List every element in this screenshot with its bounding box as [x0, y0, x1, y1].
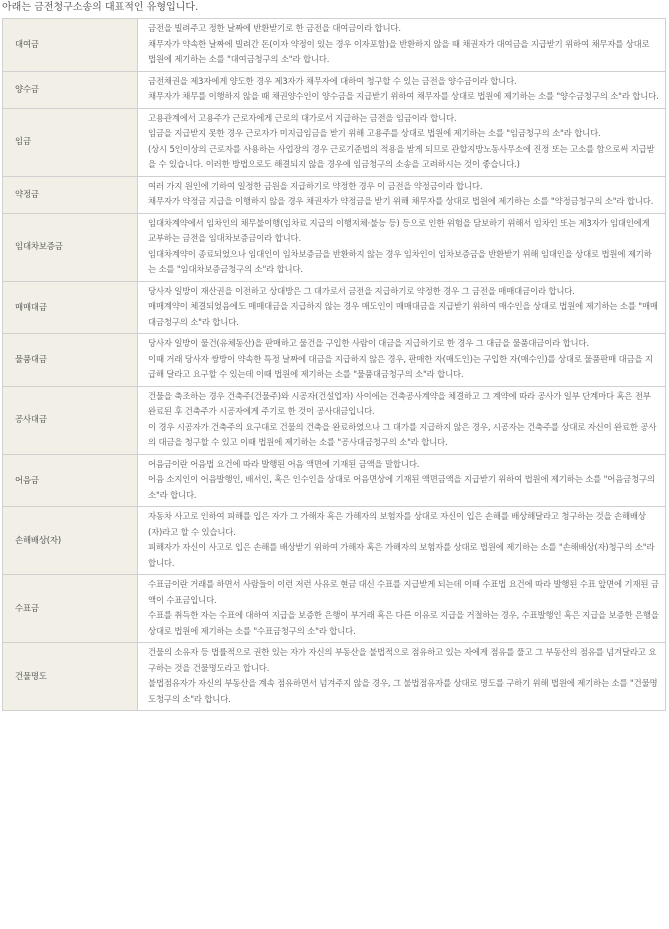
claim-types-table — [2, 18, 666, 711]
table-row — [3, 281, 666, 334]
claim-type-description — [138, 575, 666, 643]
description-paragraph: 임금을 지급받지 못한 경우 근로자가 미지급임금을 받기 위해 고용주를 상대로 법원에 제기하는 소를 "임금청구의 소"라 합니다. — [148, 128, 601, 138]
claim-type-description — [138, 71, 666, 108]
claim-type-description — [138, 334, 666, 387]
table-row — [3, 19, 666, 72]
claim-type-description — [138, 281, 666, 334]
description-paragraph: 임대차계약이 종료되었으나 임대인이 임차보증금을 반환하지 않는 경우 임차인이 임차보증금을 반환받기 위해 임대인을 상대로 법원에 제기하는 소를 "임대차보증금청구의 소"라 합니다. — [148, 248, 652, 274]
table-row — [3, 108, 666, 176]
table-row — [3, 386, 666, 454]
claim-type-label: 임금 — [3, 108, 138, 176]
intro-text: 아래는 금전청구소송의 대표적인 유형입니다. — [2, 2, 199, 13]
claim-type-description — [138, 108, 666, 176]
description-paragraph: 이때 거래 당사자 쌍방이 약속한 특정 날짜에 대금을 지급하지 않은 경우, 판매한 자(매도인)는 구입한 자(매수인)를 상대로 물품판매 대금을 지급해 달라고 요구할 수 있는데 이때 법원에 제기하는 소를 "물품대금청구의 소"라 합니다. — [148, 353, 653, 379]
description-paragraph: 자동차 사고로 인하여 피해를 입은 자가 그 가해자 혹은 가해자의 보험자를 상대로 자신이 입은 손해를 배상해달라고 청구하는 것을 손해배상(자)라고 할 수 있습니다. — [148, 511, 646, 537]
table-row — [3, 176, 666, 213]
table-row — [3, 575, 666, 643]
claim-type-label: 대여금 — [3, 19, 138, 72]
claim-type-label: 양수금 — [3, 71, 138, 108]
description-paragraph: 채무자가 약정금 지급을 이행하지 않을 경우 채권자가 약정금을 받기 위해 채무자를 상대로 법원에 제기하는 소를 "약정금청구의 소"라 합니다. — [148, 196, 654, 206]
description-paragraph: 불법점유자가 자신의 부동산을 계속 점유하면서 넘겨주지 않을 경우, 그 불법점유자를 상대로 명도를 구하기 위해 법원에 제기하는 소를 "건물명도청구의 소"라 합니다. — [148, 678, 658, 704]
claim-type-description — [138, 386, 666, 454]
table-row — [3, 71, 666, 108]
claim-type-description — [138, 213, 666, 281]
description-paragraph: 어음 소지인이 어음발행인, 배서인, 혹은 인수인을 상대로 어음면상에 기재된 액면금액을 지급받기 위하여 법원에 제기하는 소를 "어음금청구의 소"라 합니다. — [148, 474, 655, 500]
description-paragraph: 건물을 축조하는 경우 건축주(건물주)와 시공자(건설업자) 사이에는 건축공사계약을 체결하고 그 계약에 따라 공사가 일부 단계마다 혹은 전부 완료된 후 건축주가 시공자에게 주기로 한 것이 공사대금입니다. — [148, 390, 651, 416]
claim-type-label: 매매대금 — [3, 281, 138, 334]
table-row — [3, 507, 666, 575]
claim-type-description — [138, 19, 666, 72]
description-paragraph: 채무자가 약속한 날짜에 빌려간 돈(이자 약정이 있는 경우 이자포함)을 반환하지 않을 때 채권자가 대여금을 지급받기 위하여 채무자를 상대로 법원에 제기하는 소를 "대여금청구의 소"라 합니다. — [148, 38, 650, 64]
description-paragraph: 어음금이란 어음법 요건에 따라 발행된 어음 액면에 기재된 금액을 말합니다. — [148, 458, 420, 469]
claim-type-description — [138, 454, 666, 507]
claim-type-label: 약정금 — [3, 176, 138, 213]
description-paragraph: 건물의 소유자 등 법률적으로 권한 있는 자가 자신의 부동산을 불법적으로 점유하고 있는 자에게 점유를 풀고 그 부동산의 점유를 넘겨달라고 요구하는 것을 건물명도라고 합니다. — [148, 647, 657, 673]
claim-type-label: 임대차보증금 — [3, 213, 138, 281]
description-paragraph: 수표금이란 거래를 하면서 사람들이 이런 저런 사유로 현금 대신 수표를 지급받게 되는데 이때 수표법 요건에 따라 발행된 수표 앞면에 기재된 금액이 수표금입니다. — [148, 579, 659, 605]
claim-type-label: 손해배상(자) — [3, 507, 138, 575]
table-row — [3, 454, 666, 507]
claim-type-description — [138, 176, 666, 213]
claim-type-description — [138, 643, 666, 711]
description-paragraph: (상시 5인이상의 근로자를 사용하는 사업장의 경우 근로기준법의 적용을 받게 되므로 관할지방노동사무소에 진정 또는 고소를 함으로써 지급받을 수 있습니다. 이러한 방법으로도 해결되지 않을 경우에 임금청구의 소송을 고려하시는 것이 좋습니다.) — [148, 143, 655, 169]
description-paragraph: 당사자 일방이 물건(유체동산)을 판매하고 물건을 구입한 사람이 대금을 지급하기로 한 경우 그 대금을 물품대금이라 합니다. — [148, 338, 589, 348]
claim-type-label: 어음금 — [3, 454, 138, 507]
claim-types-body — [3, 19, 666, 711]
description-paragraph: 이 경우 시공자가 건축주의 요구대로 건물의 건축을 완료하였으나 그 대가를 지급하지 않은 경우, 시공자는 건축주를 상대로 자신이 완료한 공사의 대금을 청구할 수 있고 이때 법원에 제기하는 소를 "공사대금청구의 소"라 합니다. — [148, 421, 657, 447]
claim-type-label: 수표금 — [3, 575, 138, 643]
claim-type-label: 공사대금 — [3, 386, 138, 454]
description-paragraph: 당사자 일방이 재산권을 이전하고 상대방은 그 대가로서 금전을 지급하기로 약정한 경우 그 금전을 매매대금이라 합니다. — [148, 285, 575, 296]
description-paragraph: 금전채권을 제3자에게 양도한 경우 제3자가 채무자에 대하여 청구할 수 있는 금전을 양수금이라 합니다. — [148, 75, 517, 86]
description-paragraph: 고용관계에서 고용주가 근로자에게 근로의 대가로서 지급하는 금전을 임금이라 합니다. — [148, 112, 457, 123]
description-paragraph: 매매계약이 체결되었음에도 매매대금을 지급하지 않는 경우 매도인이 매매대금을 지급받기 위하여 매수인을 상대로 법원에 제기하는 소를 "매매대금청구의 소"라 합니다. — [148, 301, 658, 327]
description-paragraph: 금전을 빌려주고 정한 날짜에 반환받기로 한 금전을 대여금이라 합니다. — [148, 23, 401, 33]
claim-type-description — [138, 507, 666, 575]
description-paragraph: 여러 가지 원인에 기하여 일정한 금원을 지급하기로 약정한 경우 이 금전을 약정금이라 합니다. — [148, 180, 483, 191]
description-paragraph: 수표를 취득한 자는 수표에 대하여 지급을 보증한 은행이 부거래 혹은 다른 이유로 지급을 거절하는 경우, 수표발행인 혹은 지급을 보증한 은행을 상대로 법원에 제기하는 소를 "수표금청구의 소"라 합니다. — [148, 610, 659, 636]
description-paragraph: 채무자가 채무를 이행하지 않을 때 채권양수인이 양수금을 지급받기 위하여 채무자를 상대로 법원에 제기하는 소를 "양수금청구의 소"라 합니다. — [148, 91, 659, 101]
table-row — [3, 643, 666, 711]
description-paragraph: 피해자가 자신이 사고로 입은 손해를 배상받기 위하여 가해자 혹은 가해자의 보험자를 상대로 법원에 제기하는 소를 "손해배상(자)청구의 소"라 합니다. — [148, 542, 655, 568]
claim-type-label: 물품대금 — [3, 334, 138, 387]
table-row — [3, 334, 666, 387]
table-row — [3, 213, 666, 281]
claim-type-label: 건물명도 — [3, 643, 138, 711]
description-paragraph: 임대차계약에서 임차인의 채무불이행(임차료 지급의 이행지체·불능 등) 등으로 인한 위험을 담보하기 위해서 임차인 또는 제3자가 임대인에게 교부하는 금전을 임대차보증금이라 합니다. — [148, 217, 650, 243]
